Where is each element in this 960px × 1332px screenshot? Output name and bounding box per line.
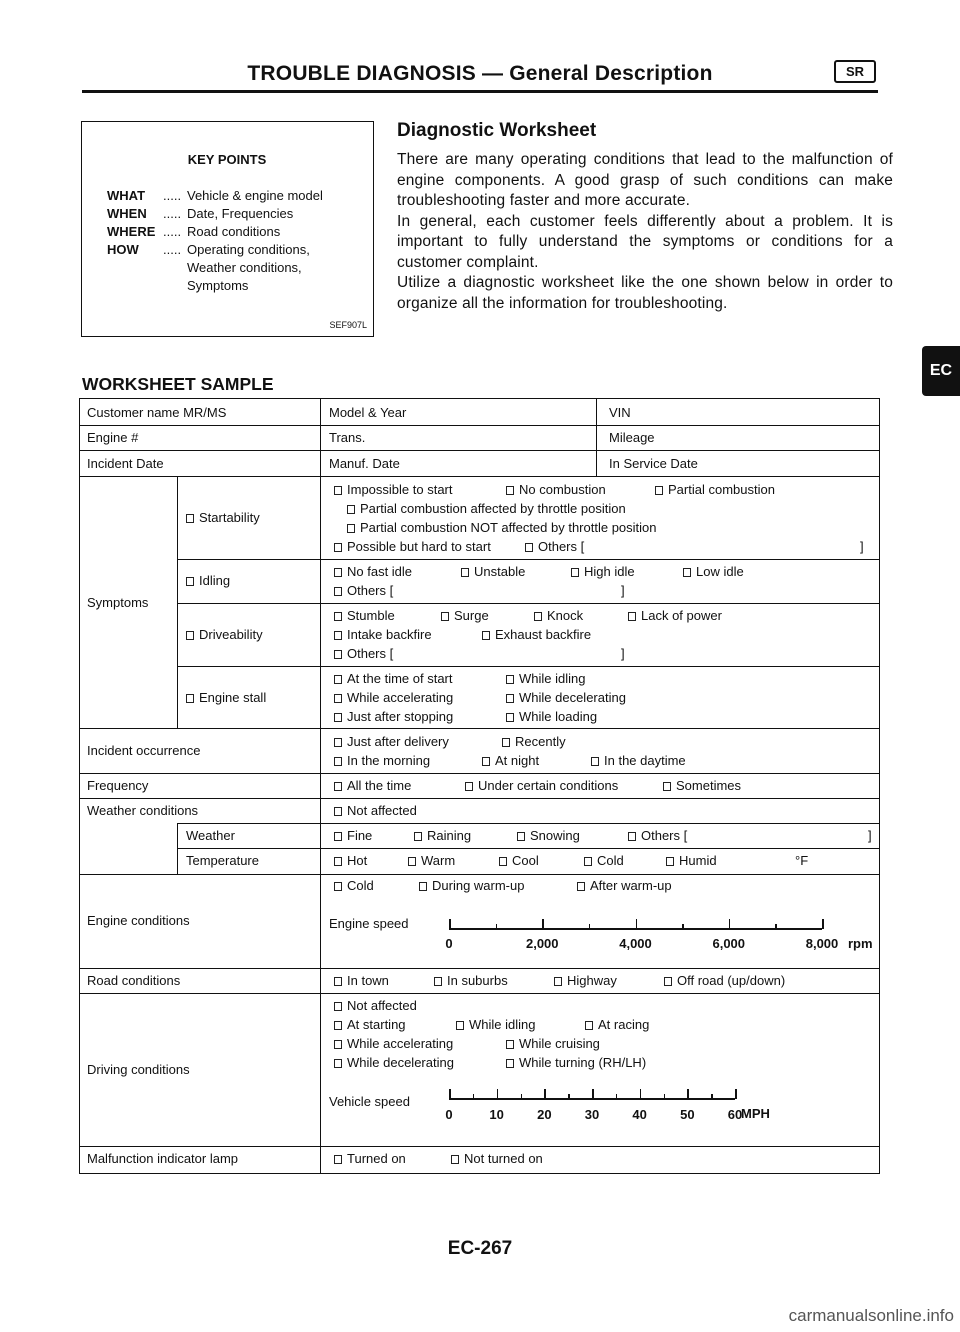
checkbox-option[interactable]: Partial combustion NOT affected by throttle position	[347, 520, 657, 535]
checkbox-option[interactable]: During warm-up	[419, 878, 524, 893]
key-point-row: WHERE ..... Road conditions	[107, 224, 281, 239]
checkbox-option[interactable]: Others [	[525, 539, 584, 554]
checkbox-option[interactable]: Others [	[628, 828, 687, 843]
section-tab: EC	[922, 346, 960, 396]
checkbox-option[interactable]: While idling	[506, 671, 585, 686]
checkbox-option[interactable]: Not turned on	[451, 1151, 543, 1166]
in-service-date-label: In Service Date	[609, 456, 698, 471]
scale-tick-label: 20	[537, 1107, 552, 1122]
trans-label: Trans.	[329, 430, 366, 445]
checkbox-option[interactable]: At the time of start	[334, 671, 453, 686]
bracket-close: ]	[621, 646, 625, 661]
checkbox-option[interactable]: At night	[482, 753, 539, 768]
checkbox-option[interactable]: Partial combustion affected by throttle position	[347, 501, 626, 516]
checkbox-option[interactable]: In the morning	[334, 753, 430, 768]
checkbox-option[interactable]: After warm-up	[577, 878, 672, 893]
weather-conditions-label: Weather conditions	[87, 803, 199, 818]
key-point-row: WHEN ..... Date, Frequencies	[107, 206, 294, 221]
key-point-row: WHAT ..... Vehicle & engine model	[107, 188, 323, 203]
scale-tick-label: 8,000	[805, 936, 839, 951]
worksheet-title: WORKSHEET SAMPLE	[82, 374, 274, 394]
watermark: carmanualsonline.info	[788, 1306, 954, 1325]
scale-tick-label: 2,000	[525, 936, 559, 951]
scale-major-tick	[640, 1089, 642, 1099]
paragraph: There are many operating conditions that lead to the malfunction of engine components. A good grasp of such conditions can make troubleshooting faster and more accurate.	[397, 151, 893, 209]
checkbox-option[interactable]: While decelerating	[334, 1055, 454, 1070]
scale-major-tick	[822, 919, 824, 929]
idling-checkbox[interactable]: Idling	[186, 573, 230, 588]
road-conditions-label: Road conditions	[87, 973, 181, 988]
checkbox-option[interactable]: High idle	[571, 564, 635, 579]
scale-minor-tick	[473, 1094, 475, 1099]
scale-major-tick	[544, 1089, 546, 1099]
temperature-unit: °F	[795, 853, 809, 868]
scale-major-tick	[729, 919, 731, 929]
checkbox-option[interactable]: In suburbs	[434, 973, 508, 988]
checkbox-option[interactable]: Not affected	[334, 998, 417, 1013]
engine-speed-unit: rpm	[848, 936, 873, 951]
scale-major-tick	[687, 1089, 689, 1099]
scale-minor-tick	[496, 924, 498, 929]
scale-major-tick	[449, 919, 451, 929]
checkbox-option[interactable]: Off road (up/down)	[664, 973, 785, 988]
engine-stall-checkbox[interactable]: Engine stall	[186, 690, 266, 705]
mil-label: Malfunction indicator lamp	[87, 1151, 239, 1166]
key-point-row: HOW ..... Operating conditions,	[107, 242, 310, 257]
scale-major-tick	[449, 1089, 451, 1099]
scale-minor-tick	[664, 1094, 666, 1099]
symptoms-label: Symptoms	[87, 595, 149, 610]
incident-date-label: Incident Date	[87, 456, 164, 471]
checkbox-option[interactable]: While accelerating	[334, 1036, 453, 1051]
driving-conditions-label: Driving conditions	[87, 1062, 190, 1077]
mileage-label: Mileage	[609, 430, 655, 445]
checkbox-option[interactable]: While accelerating	[334, 690, 453, 705]
scale-tick-label: 10	[489, 1107, 504, 1122]
incident-occurrence-label: Incident occurrence	[87, 743, 201, 758]
scale-major-tick	[592, 1089, 594, 1099]
checkbox-option[interactable]: While turning (RH/LH)	[506, 1055, 646, 1070]
scale-minor-tick	[616, 1094, 618, 1099]
checkbox-option[interactable]: While loading	[506, 709, 597, 724]
scale-tick-label: 40	[632, 1107, 647, 1122]
checkbox-option[interactable]: Lack of power	[628, 608, 722, 623]
checkbox-option[interactable]: Turned on	[334, 1151, 406, 1166]
checkbox-option[interactable]: Surge	[441, 608, 489, 623]
checkbox-option[interactable]: Snowing	[517, 828, 580, 843]
checkbox-option[interactable]: Cold	[584, 853, 624, 868]
checkbox-option[interactable]: Possible but hard to start	[334, 539, 491, 554]
key-points-box	[81, 121, 374, 337]
checkbox-option[interactable]: At racing	[585, 1017, 649, 1032]
startability-checkbox[interactable]: Startability	[186, 510, 260, 525]
scale-minor-tick	[568, 1094, 570, 1099]
checkbox-option[interactable]: Others [	[334, 646, 393, 661]
scale-major-tick	[636, 919, 638, 929]
page-number: EC-267	[447, 1238, 513, 1259]
checkbox-option[interactable]: Cold	[334, 878, 374, 893]
frequency-label: Frequency	[87, 778, 149, 793]
scale-major-tick	[497, 1089, 499, 1099]
scale-minor-tick	[682, 924, 684, 929]
bracket-close: ]	[868, 828, 872, 843]
engine-conditions-label: Engine conditions	[87, 913, 190, 928]
section-heading: Diagnostic Worksheet	[397, 120, 597, 141]
checkbox-option[interactable]: In town	[334, 973, 389, 988]
key-point-row: Symptoms	[187, 278, 249, 293]
scale-tick-label: 30	[584, 1107, 600, 1122]
checkbox-option[interactable]: Cool	[499, 853, 539, 868]
scale-minor-tick	[521, 1094, 523, 1099]
checkbox-option[interactable]: At starting	[334, 1017, 406, 1032]
bracket-close: ]	[621, 583, 625, 598]
checkbox-option[interactable]: Knock	[534, 608, 583, 623]
checkbox-option[interactable]: Just after stopping	[334, 709, 453, 724]
scale-tick-label: 50	[680, 1107, 695, 1122]
checkbox-option[interactable]: Warm	[408, 853, 455, 868]
weather-label: Weather	[186, 828, 235, 843]
checkbox-option[interactable]: Intake backfire	[334, 627, 432, 642]
vehicle-speed-label: Vehicle speed	[329, 1094, 410, 1109]
paragraph: Utilize a diagnostic worksheet like the one shown below in order to organize all the information for troubleshooting.	[397, 274, 893, 312]
checkbox-option[interactable]: Hot	[334, 853, 367, 868]
vehicle-speed-unit: MPH	[741, 1106, 770, 1121]
checkbox-option[interactable]: Partial combustion	[655, 482, 775, 497]
vin-label: VIN	[609, 405, 631, 420]
checkbox-option[interactable]: Unstable	[461, 564, 525, 579]
checkbox-option[interactable]: No fast idle	[334, 564, 412, 579]
checkbox-option[interactable]: Others [	[334, 583, 393, 598]
checkbox-option[interactable]: Just after delivery	[334, 734, 449, 749]
scale-minor-tick	[589, 924, 591, 929]
scale-tick-label: 0	[445, 1107, 453, 1122]
checkbox-option[interactable]: All the time	[334, 778, 411, 793]
checkbox-option[interactable]: Raining	[414, 828, 471, 843]
engine-number-label: Engine #	[87, 430, 139, 445]
header-rule	[82, 90, 878, 93]
temperature-label: Temperature	[186, 853, 259, 868]
key-point-row: Weather conditions,	[187, 260, 302, 275]
driveability-checkbox[interactable]: Driveability	[186, 627, 263, 642]
intro-text	[397, 150, 893, 314]
checkbox-option[interactable]: While decelerating	[506, 690, 626, 705]
checkbox-option[interactable]: No combustion	[506, 482, 606, 497]
checkbox-option[interactable]: Humid	[666, 853, 717, 868]
scale-minor-tick	[775, 924, 777, 929]
engine-speed-label: Engine speed	[329, 916, 409, 931]
checkbox-option[interactable]: Fine	[334, 828, 372, 843]
checkbox-option[interactable]: While cruising	[506, 1036, 600, 1051]
checkbox-option[interactable]: Exhaust backfire	[482, 627, 591, 642]
checkbox-option[interactable]: Not affected	[334, 803, 417, 818]
checkbox-option[interactable]: Under certain conditions	[465, 778, 618, 793]
manuf-date-label: Manuf. Date	[329, 456, 400, 471]
checkbox-option[interactable]: Low idle	[683, 564, 744, 579]
checkbox-option[interactable]: Stumble	[334, 608, 395, 623]
section-badge: SR	[834, 60, 876, 83]
checkbox-option[interactable]: Recently	[502, 734, 566, 749]
scale-major-tick	[542, 919, 544, 929]
checkbox-option[interactable]: Sometimes	[663, 778, 741, 793]
model-year-label: Model & Year	[329, 405, 407, 420]
figure-code: SEF907L	[329, 320, 367, 330]
scale-tick-label: 60	[727, 1107, 743, 1122]
scale-minor-tick	[711, 1094, 713, 1099]
scale-tick-label: 6,000	[712, 936, 746, 951]
scale-tick-label: 4,000	[619, 936, 652, 951]
bracket-close: ]	[860, 539, 864, 554]
checkbox-option[interactable]: In the daytime	[591, 753, 686, 768]
checkbox-option[interactable]: While idling	[456, 1017, 535, 1032]
paragraph: In general, each customer feels differently about a problem. It is important to fully understand the symptoms or conditions for a customer complaint.	[397, 212, 893, 271]
scale-major-tick	[735, 1089, 737, 1099]
checkbox-option[interactable]: Impossible to start	[334, 482, 453, 497]
checkbox-option[interactable]: Highway	[554, 973, 617, 988]
page-title: TROUBLE DIAGNOSIS — General Description	[247, 62, 713, 85]
scale-tick-label: 0	[445, 936, 453, 951]
key-points-title: KEY POINTS	[187, 152, 267, 167]
customer-name-label: Customer name MR/MS	[87, 405, 227, 420]
